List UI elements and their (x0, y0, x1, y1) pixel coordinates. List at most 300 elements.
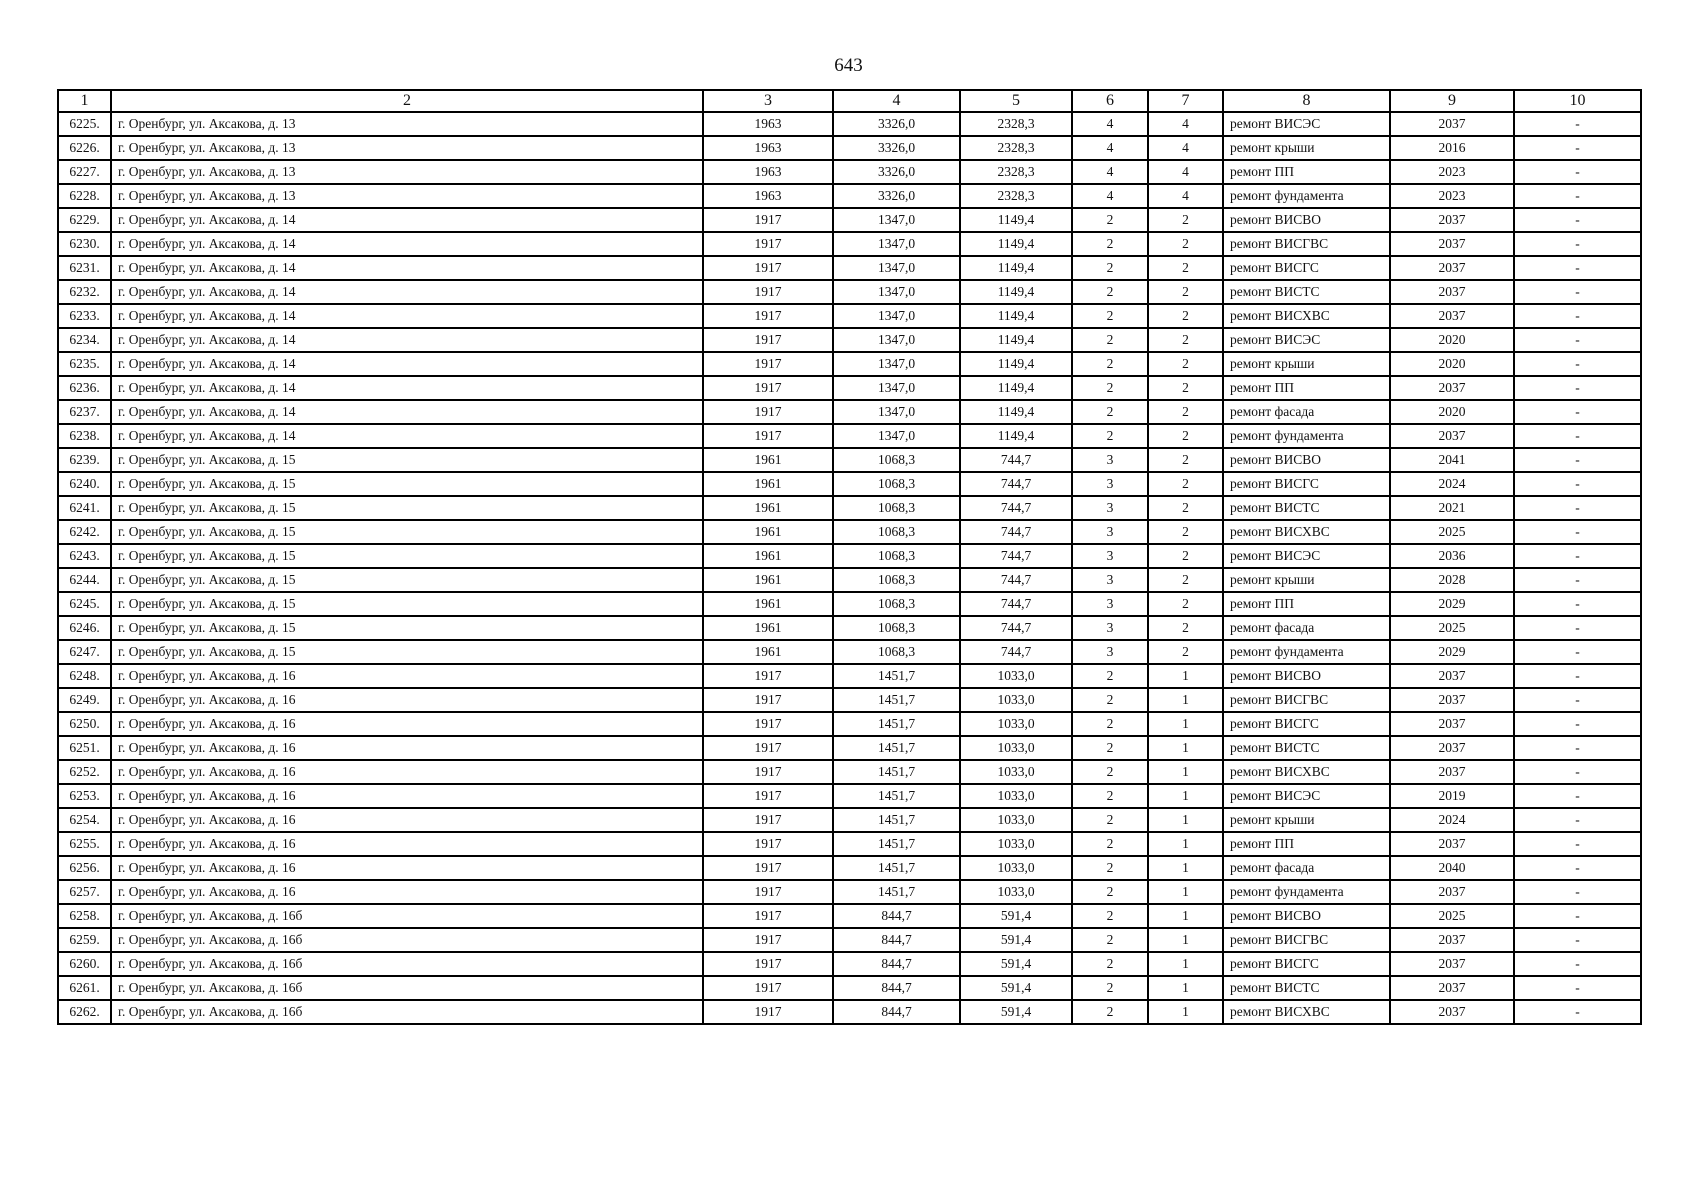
floors-cell: 2 (1072, 712, 1148, 736)
planned-year-cell: 2025 (1390, 520, 1514, 544)
table-row (58, 1000, 1641, 1024)
table-row (58, 232, 1641, 256)
column-header: 6 (1072, 90, 1148, 112)
remark-cell: - (1514, 328, 1641, 352)
living-area-cell: 591,4 (960, 976, 1072, 1000)
living-area-cell: 1033,0 (960, 784, 1072, 808)
floors-cell: 2 (1072, 760, 1148, 784)
address-cell: г. Оренбург, ул. Аксакова, д. 14 (111, 280, 703, 304)
year-built-cell: 1917 (703, 976, 833, 1000)
year-built-cell: 1917 (703, 376, 833, 400)
address-cell: г. Оренбург, ул. Аксакова, д. 16б (111, 976, 703, 1000)
entrances-cell: 1 (1148, 904, 1223, 928)
repair-type-cell: ремонт ВИСХВС (1223, 520, 1390, 544)
row-number-cell: 6251. (58, 736, 111, 760)
row-number-cell: 6237. (58, 400, 111, 424)
entrances-cell: 2 (1148, 640, 1223, 664)
year-built-cell: 1917 (703, 736, 833, 760)
floors-cell: 2 (1072, 928, 1148, 952)
address-cell: г. Оренбург, ул. Аксакова, д. 13 (111, 136, 703, 160)
entrances-cell: 4 (1148, 136, 1223, 160)
column-header: 4 (833, 90, 960, 112)
table-row (58, 832, 1641, 856)
remark-cell: - (1514, 472, 1641, 496)
total-area-cell: 1068,3 (833, 520, 960, 544)
repair-type-cell: ремонт фасада (1223, 856, 1390, 880)
planned-year-cell: 2016 (1390, 136, 1514, 160)
repair-type-cell: ремонт фундамента (1223, 640, 1390, 664)
column-header: 10 (1514, 90, 1641, 112)
address-cell: г. Оренбург, ул. Аксакова, д. 16 (111, 736, 703, 760)
row-number-cell: 6229. (58, 208, 111, 232)
year-built-cell: 1961 (703, 568, 833, 592)
table-row (58, 952, 1641, 976)
year-built-cell: 1961 (703, 472, 833, 496)
remark-cell: - (1514, 232, 1641, 256)
living-area-cell: 1149,4 (960, 376, 1072, 400)
year-built-cell: 1963 (703, 136, 833, 160)
living-area-cell: 1033,0 (960, 760, 1072, 784)
remark-cell: - (1514, 448, 1641, 472)
entrances-cell: 1 (1148, 1000, 1223, 1024)
year-built-cell: 1917 (703, 688, 833, 712)
table-row (58, 424, 1641, 448)
total-area-cell: 3326,0 (833, 184, 960, 208)
address-cell: г. Оренбург, ул. Аксакова, д. 15 (111, 520, 703, 544)
row-number-cell: 6234. (58, 328, 111, 352)
floors-cell: 2 (1072, 424, 1148, 448)
repair-type-cell: ремонт ВИСВО (1223, 448, 1390, 472)
row-number-cell: 6257. (58, 880, 111, 904)
address-cell: г. Оренбург, ул. Аксакова, д. 15 (111, 568, 703, 592)
total-area-cell: 1347,0 (833, 400, 960, 424)
living-area-cell: 1033,0 (960, 808, 1072, 832)
column-header: 1 (58, 90, 111, 112)
living-area-cell: 744,7 (960, 472, 1072, 496)
floors-cell: 3 (1072, 592, 1148, 616)
planned-year-cell: 2021 (1390, 496, 1514, 520)
planned-year-cell: 2020 (1390, 352, 1514, 376)
address-cell: г. Оренбург, ул. Аксакова, д. 15 (111, 640, 703, 664)
total-area-cell: 1347,0 (833, 256, 960, 280)
living-area-cell: 744,7 (960, 448, 1072, 472)
address-cell: г. Оренбург, ул. Аксакова, д. 16 (111, 808, 703, 832)
table-row (58, 712, 1641, 736)
year-built-cell: 1917 (703, 808, 833, 832)
planned-year-cell: 2029 (1390, 592, 1514, 616)
entrances-cell: 1 (1148, 784, 1223, 808)
total-area-cell: 1347,0 (833, 232, 960, 256)
year-built-cell: 1917 (703, 784, 833, 808)
column-header: 8 (1223, 90, 1390, 112)
entrances-cell: 2 (1148, 424, 1223, 448)
year-built-cell: 1963 (703, 160, 833, 184)
address-cell: г. Оренбург, ул. Аксакова, д. 16 (111, 760, 703, 784)
entrances-cell: 4 (1148, 184, 1223, 208)
row-number-cell: 6255. (58, 832, 111, 856)
remark-cell: - (1514, 280, 1641, 304)
floors-cell: 2 (1072, 904, 1148, 928)
address-cell: г. Оренбург, ул. Аксакова, д. 14 (111, 376, 703, 400)
address-cell: г. Оренбург, ул. Аксакова, д. 14 (111, 256, 703, 280)
floors-cell: 2 (1072, 832, 1148, 856)
planned-year-cell: 2036 (1390, 544, 1514, 568)
planned-year-cell: 2037 (1390, 208, 1514, 232)
remark-cell: - (1514, 712, 1641, 736)
total-area-cell: 1451,7 (833, 688, 960, 712)
total-area-cell: 1451,7 (833, 856, 960, 880)
living-area-cell: 744,7 (960, 592, 1072, 616)
repair-type-cell: ремонт ВИСХВС (1223, 760, 1390, 784)
table-row (58, 496, 1641, 520)
repair-type-cell: ремонт ВИСВО (1223, 664, 1390, 688)
living-area-cell: 591,4 (960, 1000, 1072, 1024)
repair-type-cell: ремонт ВИСГВС (1223, 232, 1390, 256)
living-area-cell: 2328,3 (960, 112, 1072, 136)
repair-type-cell: ремонт ВИСТС (1223, 976, 1390, 1000)
address-cell: г. Оренбург, ул. Аксакова, д. 15 (111, 616, 703, 640)
table-row (58, 136, 1641, 160)
total-area-cell: 1451,7 (833, 784, 960, 808)
total-area-cell: 1451,7 (833, 712, 960, 736)
planned-year-cell: 2037 (1390, 232, 1514, 256)
year-built-cell: 1917 (703, 328, 833, 352)
address-cell: г. Оренбург, ул. Аксакова, д. 14 (111, 352, 703, 376)
table-row (58, 448, 1641, 472)
living-area-cell: 2328,3 (960, 184, 1072, 208)
entrances-cell: 2 (1148, 376, 1223, 400)
year-built-cell: 1917 (703, 232, 833, 256)
remark-cell: - (1514, 664, 1641, 688)
remark-cell: - (1514, 184, 1641, 208)
living-area-cell: 744,7 (960, 616, 1072, 640)
repair-type-cell: ремонт ВИСЭС (1223, 112, 1390, 136)
row-number-cell: 6236. (58, 376, 111, 400)
planned-year-cell: 2041 (1390, 448, 1514, 472)
living-area-cell: 1033,0 (960, 736, 1072, 760)
row-number-cell: 6262. (58, 1000, 111, 1024)
table-row (58, 568, 1641, 592)
planned-year-cell: 2037 (1390, 976, 1514, 1000)
planned-year-cell: 2037 (1390, 952, 1514, 976)
table-row (58, 520, 1641, 544)
address-cell: г. Оренбург, ул. Аксакова, д. 15 (111, 448, 703, 472)
total-area-cell: 844,7 (833, 904, 960, 928)
address-cell: г. Оренбург, ул. Аксакова, д. 16 (111, 784, 703, 808)
table-row (58, 592, 1641, 616)
living-area-cell: 1033,0 (960, 664, 1072, 688)
floors-cell: 2 (1072, 208, 1148, 232)
entrances-cell: 4 (1148, 160, 1223, 184)
planned-year-cell: 2028 (1390, 568, 1514, 592)
repair-schedule-table (57, 89, 1642, 1025)
repair-type-cell: ремонт ВИСГС (1223, 256, 1390, 280)
year-built-cell: 1963 (703, 184, 833, 208)
entrances-cell: 2 (1148, 304, 1223, 328)
address-cell: г. Оренбург, ул. Аксакова, д. 16б (111, 952, 703, 976)
remark-cell: - (1514, 928, 1641, 952)
repair-type-cell: ремонт ВИСВО (1223, 904, 1390, 928)
repair-type-cell: ремонт ВИСВО (1223, 208, 1390, 232)
floors-cell: 2 (1072, 400, 1148, 424)
table-row (58, 640, 1641, 664)
floors-cell: 2 (1072, 784, 1148, 808)
row-number-cell: 6238. (58, 424, 111, 448)
remark-cell: - (1514, 976, 1641, 1000)
address-cell: г. Оренбург, ул. Аксакова, д. 16б (111, 1000, 703, 1024)
planned-year-cell: 2037 (1390, 256, 1514, 280)
living-area-cell: 744,7 (960, 496, 1072, 520)
floors-cell: 2 (1072, 664, 1148, 688)
living-area-cell: 1033,0 (960, 712, 1072, 736)
remark-cell: - (1514, 640, 1641, 664)
remark-cell: - (1514, 904, 1641, 928)
year-built-cell: 1917 (703, 352, 833, 376)
address-cell: г. Оренбург, ул. Аксакова, д. 14 (111, 400, 703, 424)
floors-cell: 4 (1072, 136, 1148, 160)
entrances-cell: 1 (1148, 760, 1223, 784)
year-built-cell: 1961 (703, 616, 833, 640)
row-number-cell: 6235. (58, 352, 111, 376)
year-built-cell: 1917 (703, 256, 833, 280)
repair-type-cell: ремонт ПП (1223, 832, 1390, 856)
repair-type-cell: ремонт ПП (1223, 160, 1390, 184)
year-built-cell: 1917 (703, 664, 833, 688)
living-area-cell: 2328,3 (960, 160, 1072, 184)
address-cell: г. Оренбург, ул. Аксакова, д. 16 (111, 880, 703, 904)
total-area-cell: 844,7 (833, 976, 960, 1000)
table-row (58, 688, 1641, 712)
floors-cell: 2 (1072, 232, 1148, 256)
floors-cell: 2 (1072, 376, 1148, 400)
row-number-cell: 6243. (58, 544, 111, 568)
table-header-row (58, 90, 1641, 112)
entrances-cell: 1 (1148, 976, 1223, 1000)
table-row (58, 856, 1641, 880)
address-cell: г. Оренбург, ул. Аксакова, д. 14 (111, 424, 703, 448)
repair-type-cell: ремонт ВИСГС (1223, 472, 1390, 496)
living-area-cell: 1033,0 (960, 856, 1072, 880)
planned-year-cell: 2037 (1390, 928, 1514, 952)
repair-type-cell: ремонт фасада (1223, 400, 1390, 424)
year-built-cell: 1917 (703, 304, 833, 328)
floors-cell: 3 (1072, 640, 1148, 664)
floors-cell: 2 (1072, 736, 1148, 760)
repair-type-cell: ремонт ВИСЭС (1223, 328, 1390, 352)
entrances-cell: 2 (1148, 328, 1223, 352)
year-built-cell: 1917 (703, 880, 833, 904)
total-area-cell: 1068,3 (833, 472, 960, 496)
planned-year-cell: 2037 (1390, 736, 1514, 760)
column-header: 9 (1390, 90, 1514, 112)
entrances-cell: 2 (1148, 232, 1223, 256)
total-area-cell: 1451,7 (833, 880, 960, 904)
remark-cell: - (1514, 208, 1641, 232)
table-row (58, 160, 1641, 184)
row-number-cell: 6242. (58, 520, 111, 544)
table-row (58, 928, 1641, 952)
year-built-cell: 1963 (703, 112, 833, 136)
planned-year-cell: 2025 (1390, 616, 1514, 640)
entrances-cell: 1 (1148, 928, 1223, 952)
row-number-cell: 6253. (58, 784, 111, 808)
entrances-cell: 2 (1148, 280, 1223, 304)
year-built-cell: 1917 (703, 928, 833, 952)
living-area-cell: 1149,4 (960, 328, 1072, 352)
row-number-cell: 6232. (58, 280, 111, 304)
year-built-cell: 1917 (703, 904, 833, 928)
repair-type-cell: ремонт ВИСХВС (1223, 304, 1390, 328)
repair-type-cell: ремонт ПП (1223, 376, 1390, 400)
floors-cell: 3 (1072, 520, 1148, 544)
total-area-cell: 844,7 (833, 1000, 960, 1024)
row-number-cell: 6261. (58, 976, 111, 1000)
table-row (58, 976, 1641, 1000)
planned-year-cell: 2037 (1390, 376, 1514, 400)
entrances-cell: 1 (1148, 808, 1223, 832)
row-number-cell: 6225. (58, 112, 111, 136)
living-area-cell: 2328,3 (960, 136, 1072, 160)
remark-cell: - (1514, 376, 1641, 400)
planned-year-cell: 2020 (1390, 328, 1514, 352)
table-row (58, 616, 1641, 640)
floors-cell: 2 (1072, 808, 1148, 832)
repair-type-cell: ремонт фасада (1223, 616, 1390, 640)
floors-cell: 3 (1072, 448, 1148, 472)
table-row (58, 184, 1641, 208)
repair-type-cell: ремонт ВИСТС (1223, 496, 1390, 520)
address-cell: г. Оренбург, ул. Аксакова, д. 16 (111, 712, 703, 736)
remark-cell: - (1514, 544, 1641, 568)
planned-year-cell: 2024 (1390, 808, 1514, 832)
floors-cell: 2 (1072, 304, 1148, 328)
entrances-cell: 2 (1148, 400, 1223, 424)
total-area-cell: 1347,0 (833, 304, 960, 328)
entrances-cell: 2 (1148, 208, 1223, 232)
address-cell: г. Оренбург, ул. Аксакова, д. 14 (111, 208, 703, 232)
year-built-cell: 1917 (703, 832, 833, 856)
planned-year-cell: 2037 (1390, 832, 1514, 856)
repair-type-cell: ремонт фундамента (1223, 184, 1390, 208)
living-area-cell: 1149,4 (960, 400, 1072, 424)
address-cell: г. Оренбург, ул. Аксакова, д. 15 (111, 472, 703, 496)
total-area-cell: 1347,0 (833, 424, 960, 448)
entrances-cell: 4 (1148, 112, 1223, 136)
total-area-cell: 1347,0 (833, 376, 960, 400)
remark-cell: - (1514, 808, 1641, 832)
row-number-cell: 6256. (58, 856, 111, 880)
planned-year-cell: 2037 (1390, 664, 1514, 688)
planned-year-cell: 2037 (1390, 424, 1514, 448)
remark-cell: - (1514, 160, 1641, 184)
remark-cell: - (1514, 760, 1641, 784)
row-number-cell: 6228. (58, 184, 111, 208)
row-number-cell: 6247. (58, 640, 111, 664)
entrances-cell: 2 (1148, 568, 1223, 592)
total-area-cell: 1347,0 (833, 352, 960, 376)
year-built-cell: 1917 (703, 1000, 833, 1024)
table-row (58, 784, 1641, 808)
remark-cell: - (1514, 352, 1641, 376)
planned-year-cell: 2037 (1390, 688, 1514, 712)
floors-cell: 2 (1072, 856, 1148, 880)
row-number-cell: 6233. (58, 304, 111, 328)
repair-type-cell: ремонт ВИСХВС (1223, 1000, 1390, 1024)
row-number-cell: 6241. (58, 496, 111, 520)
living-area-cell: 1149,4 (960, 208, 1072, 232)
table-row (58, 328, 1641, 352)
row-number-cell: 6258. (58, 904, 111, 928)
living-area-cell: 744,7 (960, 568, 1072, 592)
floors-cell: 2 (1072, 880, 1148, 904)
table-row (58, 472, 1641, 496)
remark-cell: - (1514, 616, 1641, 640)
remark-cell: - (1514, 832, 1641, 856)
repair-type-cell: ремонт фундамента (1223, 424, 1390, 448)
repair-type-cell: ремонт ВИСГВС (1223, 688, 1390, 712)
floors-cell: 3 (1072, 568, 1148, 592)
year-built-cell: 1961 (703, 496, 833, 520)
entrances-cell: 2 (1148, 616, 1223, 640)
planned-year-cell: 2040 (1390, 856, 1514, 880)
planned-year-cell: 2023 (1390, 184, 1514, 208)
total-area-cell: 1451,7 (833, 664, 960, 688)
row-number-cell: 6245. (58, 592, 111, 616)
table-row (58, 808, 1641, 832)
row-number-cell: 6248. (58, 664, 111, 688)
entrances-cell: 2 (1148, 352, 1223, 376)
table-row (58, 376, 1641, 400)
planned-year-cell: 2024 (1390, 472, 1514, 496)
planned-year-cell: 2037 (1390, 112, 1514, 136)
floors-cell: 4 (1072, 160, 1148, 184)
total-area-cell: 3326,0 (833, 136, 960, 160)
address-cell: г. Оренбург, ул. Аксакова, д. 16б (111, 928, 703, 952)
remark-cell: - (1514, 784, 1641, 808)
planned-year-cell: 2025 (1390, 904, 1514, 928)
row-number-cell: 6231. (58, 256, 111, 280)
year-built-cell: 1917 (703, 760, 833, 784)
living-area-cell: 744,7 (960, 640, 1072, 664)
repair-type-cell: ремонт ВИСГС (1223, 952, 1390, 976)
living-area-cell: 1033,0 (960, 880, 1072, 904)
floors-cell: 2 (1072, 328, 1148, 352)
row-number-cell: 6226. (58, 136, 111, 160)
table-row (58, 880, 1641, 904)
table-row (58, 352, 1641, 376)
year-built-cell: 1917 (703, 952, 833, 976)
floors-cell: 3 (1072, 472, 1148, 496)
entrances-cell: 1 (1148, 880, 1223, 904)
total-area-cell: 1068,3 (833, 568, 960, 592)
total-area-cell: 1451,7 (833, 808, 960, 832)
living-area-cell: 1149,4 (960, 304, 1072, 328)
remark-cell: - (1514, 496, 1641, 520)
living-area-cell: 1033,0 (960, 832, 1072, 856)
row-number-cell: 6244. (58, 568, 111, 592)
entrances-cell: 1 (1148, 952, 1223, 976)
total-area-cell: 1068,3 (833, 592, 960, 616)
year-built-cell: 1961 (703, 520, 833, 544)
total-area-cell: 1068,3 (833, 448, 960, 472)
remark-cell: - (1514, 880, 1641, 904)
entrances-cell: 2 (1148, 496, 1223, 520)
row-number-cell: 6250. (58, 712, 111, 736)
row-number-cell: 6259. (58, 928, 111, 952)
planned-year-cell: 2037 (1390, 760, 1514, 784)
total-area-cell: 1347,0 (833, 280, 960, 304)
row-number-cell: 6252. (58, 760, 111, 784)
